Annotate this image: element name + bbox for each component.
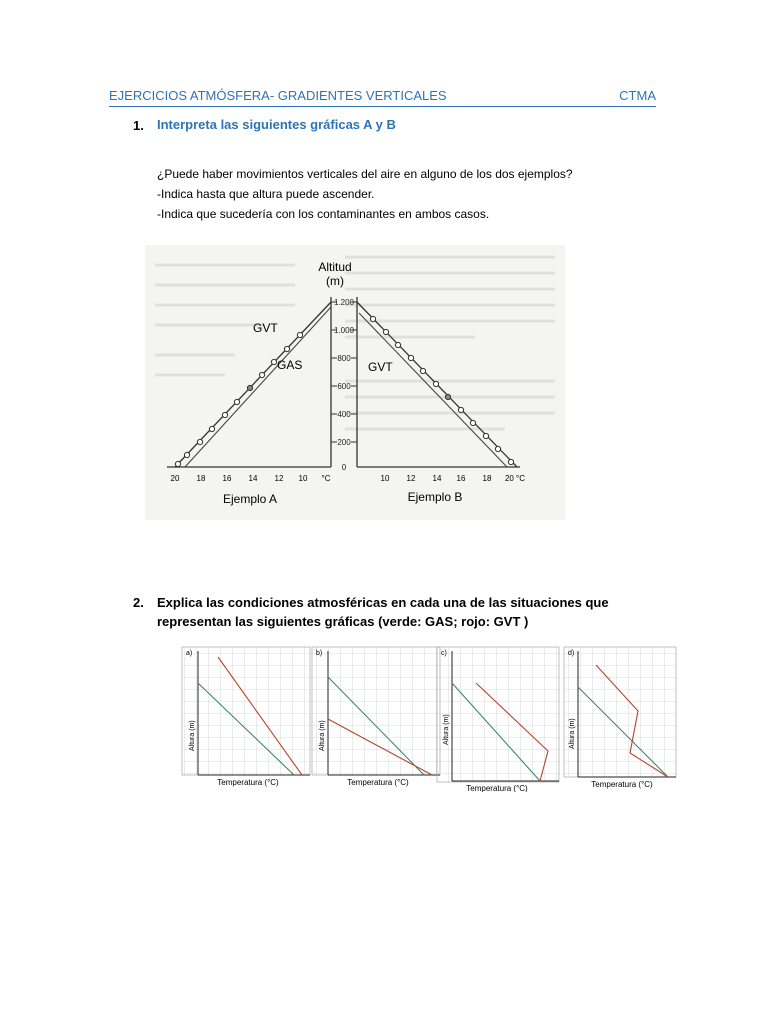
- question-1-title: Interpreta las siguientes gráficas A y B: [157, 117, 396, 132]
- altitude-tick: 400: [337, 410, 351, 419]
- question-2-number: 2.: [133, 595, 144, 610]
- example-b-x-tick: 16: [456, 474, 466, 483]
- question-2-line-1: Explica las condiciones atmosféricas en cada una de las situaciones que: [157, 595, 609, 610]
- panel-d: [564, 647, 676, 789]
- altitude-tick: 600: [337, 382, 351, 391]
- figure-panels-a-d: [160, 641, 680, 792]
- panel-c-xlabel: Temperatura (°C): [466, 784, 528, 792]
- altitude-tick: 200: [337, 438, 351, 447]
- example-a-gas-label: GAS: [277, 358, 303, 372]
- panel-b-ylabel: Altura (m): [319, 720, 326, 751]
- altitude-tick: 1.200: [333, 298, 355, 307]
- panel-a: [182, 647, 310, 787]
- example-b-x-tick: 14: [432, 474, 442, 483]
- panel-b-xlabel: Temperatura (°C): [347, 778, 409, 787]
- altitude-axis-unit: (m): [326, 274, 344, 288]
- question-1-line-2: -Indica hasta que altura puede ascender.: [157, 187, 375, 201]
- example-a-x-tick: 16: [222, 474, 232, 483]
- altitude-tick: 0: [341, 463, 347, 472]
- figure-ejemplos-a-b: [145, 245, 565, 520]
- example-a-x-tick: °C: [321, 474, 331, 483]
- panel-d-xlabel: Temperatura (°C): [591, 780, 653, 789]
- example-a-x-tick: 10: [298, 474, 308, 483]
- altitude-tick: 1.000: [333, 326, 355, 335]
- altitude-tick: 800: [337, 354, 351, 363]
- example-b-x-tick: 18: [482, 474, 492, 483]
- example-a-gvt-label: GVT: [253, 321, 278, 335]
- example-b-x-tick: 10: [380, 474, 390, 483]
- example-b-x-tick: 20 °C: [504, 474, 526, 483]
- example-a-x-tick: 18: [196, 474, 206, 483]
- example-a-x-tick: 12: [274, 474, 284, 483]
- panel-b-tag: b): [316, 650, 323, 657]
- question-1-number: 1.: [133, 118, 144, 133]
- question-2-line-2: representan las siguientes gráficas (verde: GAS; rojo: GVT ): [157, 614, 529, 629]
- document-title: EJERCICIOS ATMÓSFERA- GRADIENTES VERTICALES: [109, 88, 447, 103]
- panel-d-tag: d): [568, 650, 575, 657]
- panel-a-tag: a): [186, 650, 193, 657]
- panel-a-ylabel: Altura (m): [189, 720, 196, 751]
- panel-c-ylabel: Altura (m): [443, 714, 450, 745]
- subject-label: CTMA: [619, 88, 656, 103]
- example-a-x-tick: 14: [248, 474, 258, 483]
- panel-b: [312, 647, 440, 787]
- panel-d-ylabel: Altura (m): [569, 718, 576, 749]
- example-a-x-tick: 20: [170, 474, 180, 483]
- panel-c-tag: c): [441, 650, 447, 657]
- document-header: [109, 88, 656, 107]
- altitude-axis-title: Altitud: [318, 260, 352, 274]
- question-1-line-1: ¿Puede haber movimientos verticales del aire en alguno de los dos ejemplos?: [157, 167, 573, 181]
- panel-c: [437, 647, 559, 792]
- example-b-x-tick: 12: [406, 474, 416, 483]
- example-b-caption: Ejemplo B: [407, 490, 463, 504]
- question-1-line-3: -Indica que sucedería con los contaminantes en ambos casos.: [157, 207, 490, 221]
- panel-a-xlabel: Temperatura (°C): [217, 778, 279, 787]
- example-b-gvt-label: GVT: [368, 360, 393, 374]
- example-a-caption: Ejemplo A: [222, 492, 278, 506]
